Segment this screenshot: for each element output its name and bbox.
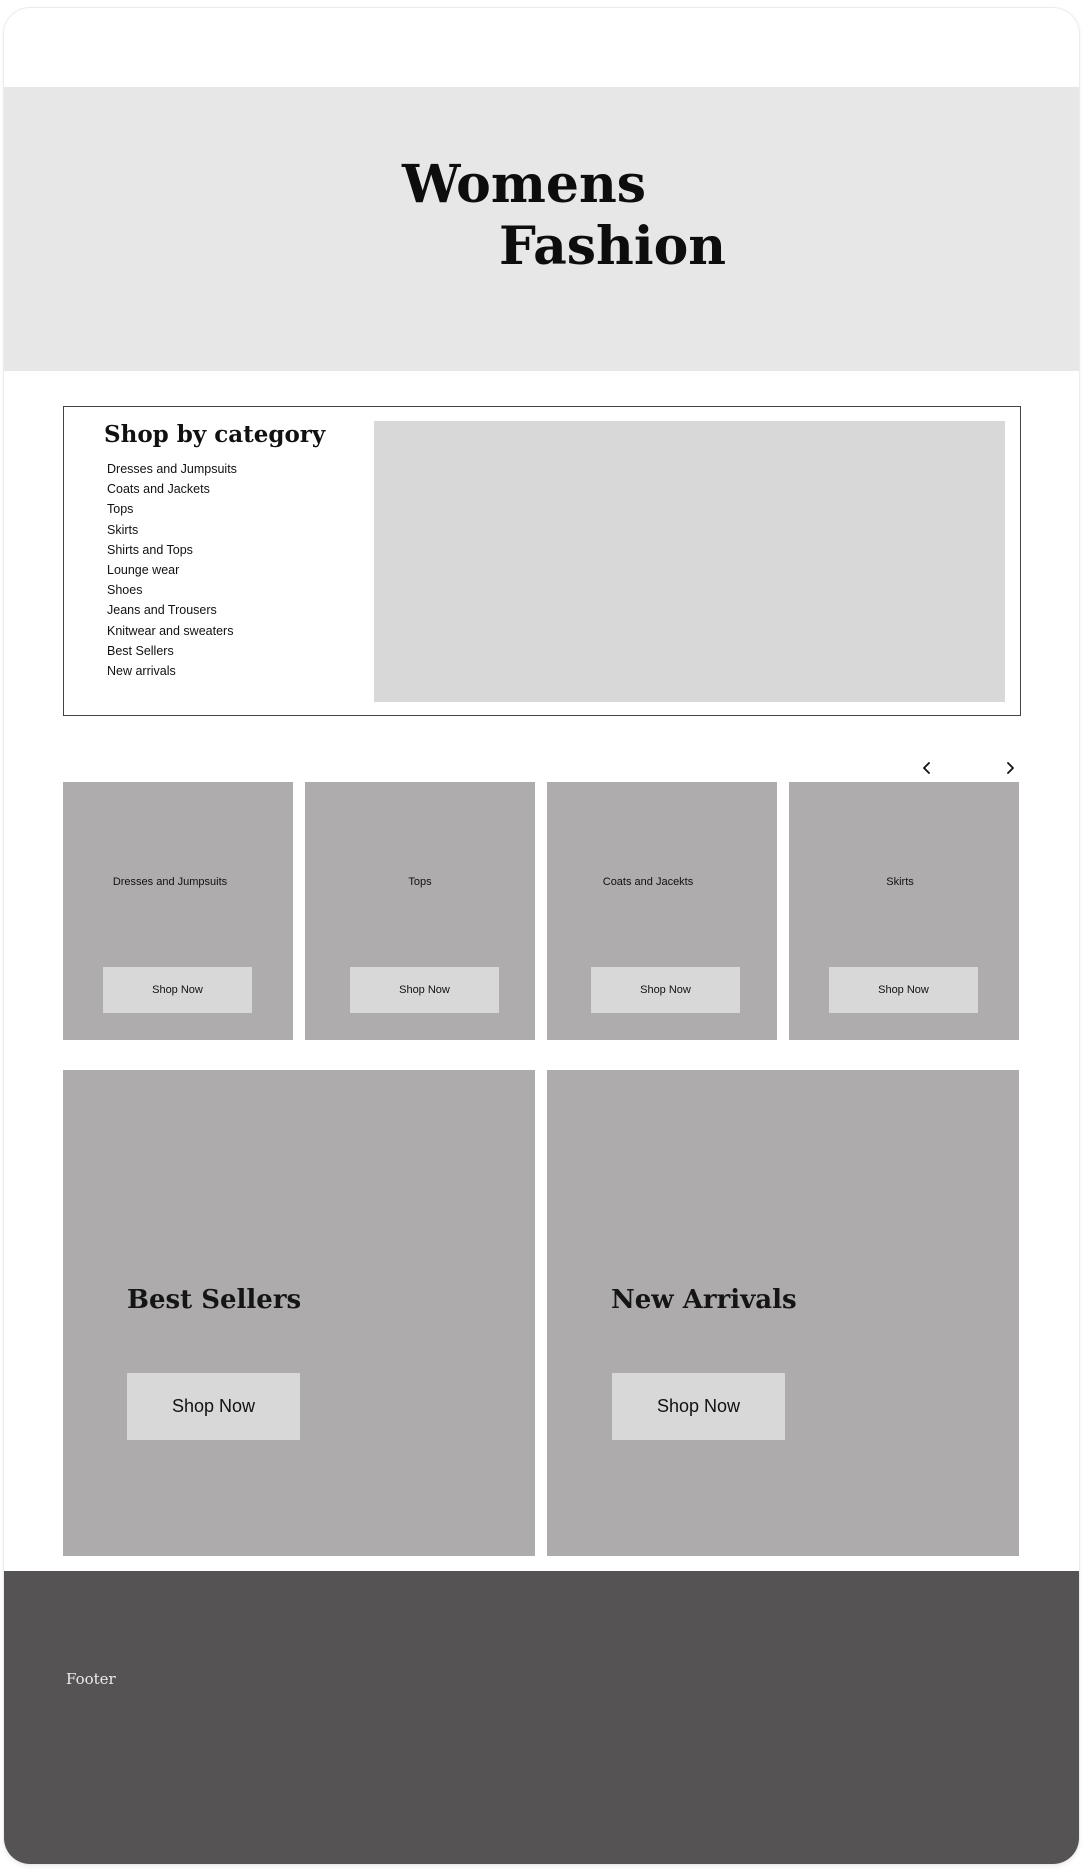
hero-banner: [4, 87, 1079, 371]
carousel-prev-button[interactable]: [915, 756, 939, 780]
promo-title: New Arrivals: [611, 1285, 797, 1315]
chevron-right-icon: [1003, 761, 1017, 775]
card-shop-now-button[interactable]: Shop Now: [591, 967, 740, 1013]
category-list: [107, 459, 237, 681]
card-shop-now-button[interactable]: Shop Now: [829, 967, 978, 1013]
category-item-dresses-and-jumpsuits[interactable]: Dresses and Jumpsuits: [107, 462, 237, 476]
chevron-left-icon: [920, 761, 934, 775]
category-card-tops[interactable]: [305, 782, 535, 1040]
category-item-knitwear-and-sweaters[interactable]: Knitwear and sweaters: [107, 623, 234, 638]
category-card-dresses-and-jumpsuits[interactable]: [63, 782, 293, 1040]
category-card-coats-and-jackets[interactable]: [547, 782, 777, 1040]
category-item-shirts-and-tops[interactable]: Shirts and Tops: [107, 542, 193, 557]
promo-shop-now-button[interactable]: Shop Now: [127, 1373, 300, 1440]
promo-title: Best Sellers: [127, 1285, 302, 1315]
category-item-jeans-and-trousers[interactable]: Jeans and Trousers: [107, 603, 217, 618]
card-label: Coats and Jacekts: [602, 876, 694, 888]
footer-text: Footer: [66, 1670, 116, 1688]
promo-shop-now-button[interactable]: Shop Now: [612, 1373, 785, 1440]
hero-title-line2: Fashion: [499, 216, 727, 277]
carousel-next-button[interactable]: [998, 756, 1022, 780]
category-heading: Shop by category: [104, 421, 326, 448]
category-card-skirts[interactable]: [789, 782, 1019, 1040]
promo-new-arrivals[interactable]: [547, 1070, 1019, 1556]
category-image-placeholder: [374, 421, 1005, 702]
category-item-best-sellers[interactable]: Best Sellers: [107, 643, 174, 658]
category-item-tops[interactable]: Tops: [107, 502, 134, 517]
category-item-skirts[interactable]: Skirts: [107, 522, 139, 537]
card-label: Skirts: [886, 876, 914, 888]
footer: [4, 1571, 1079, 1864]
promo-best-sellers[interactable]: [63, 1070, 535, 1556]
category-item-shoes[interactable]: Shoes: [107, 583, 143, 598]
shop-by-category-panel: [63, 406, 1021, 716]
page-frame: [4, 8, 1079, 1864]
card-label: Dresses and Jumpsuits: [112, 876, 228, 888]
category-item-lounge-wear[interactable]: Lounge wear: [107, 562, 180, 577]
card-label: Tops: [408, 876, 432, 888]
category-item-new-arrivals[interactable]: New arrivals: [107, 663, 176, 678]
card-shop-now-button[interactable]: Shop Now: [350, 967, 499, 1013]
card-shop-now-button[interactable]: Shop Now: [103, 967, 252, 1013]
hero-title-line1: Womens: [402, 154, 647, 215]
category-item-coats-and-jackets[interactable]: Coats and Jackets: [107, 482, 210, 497]
